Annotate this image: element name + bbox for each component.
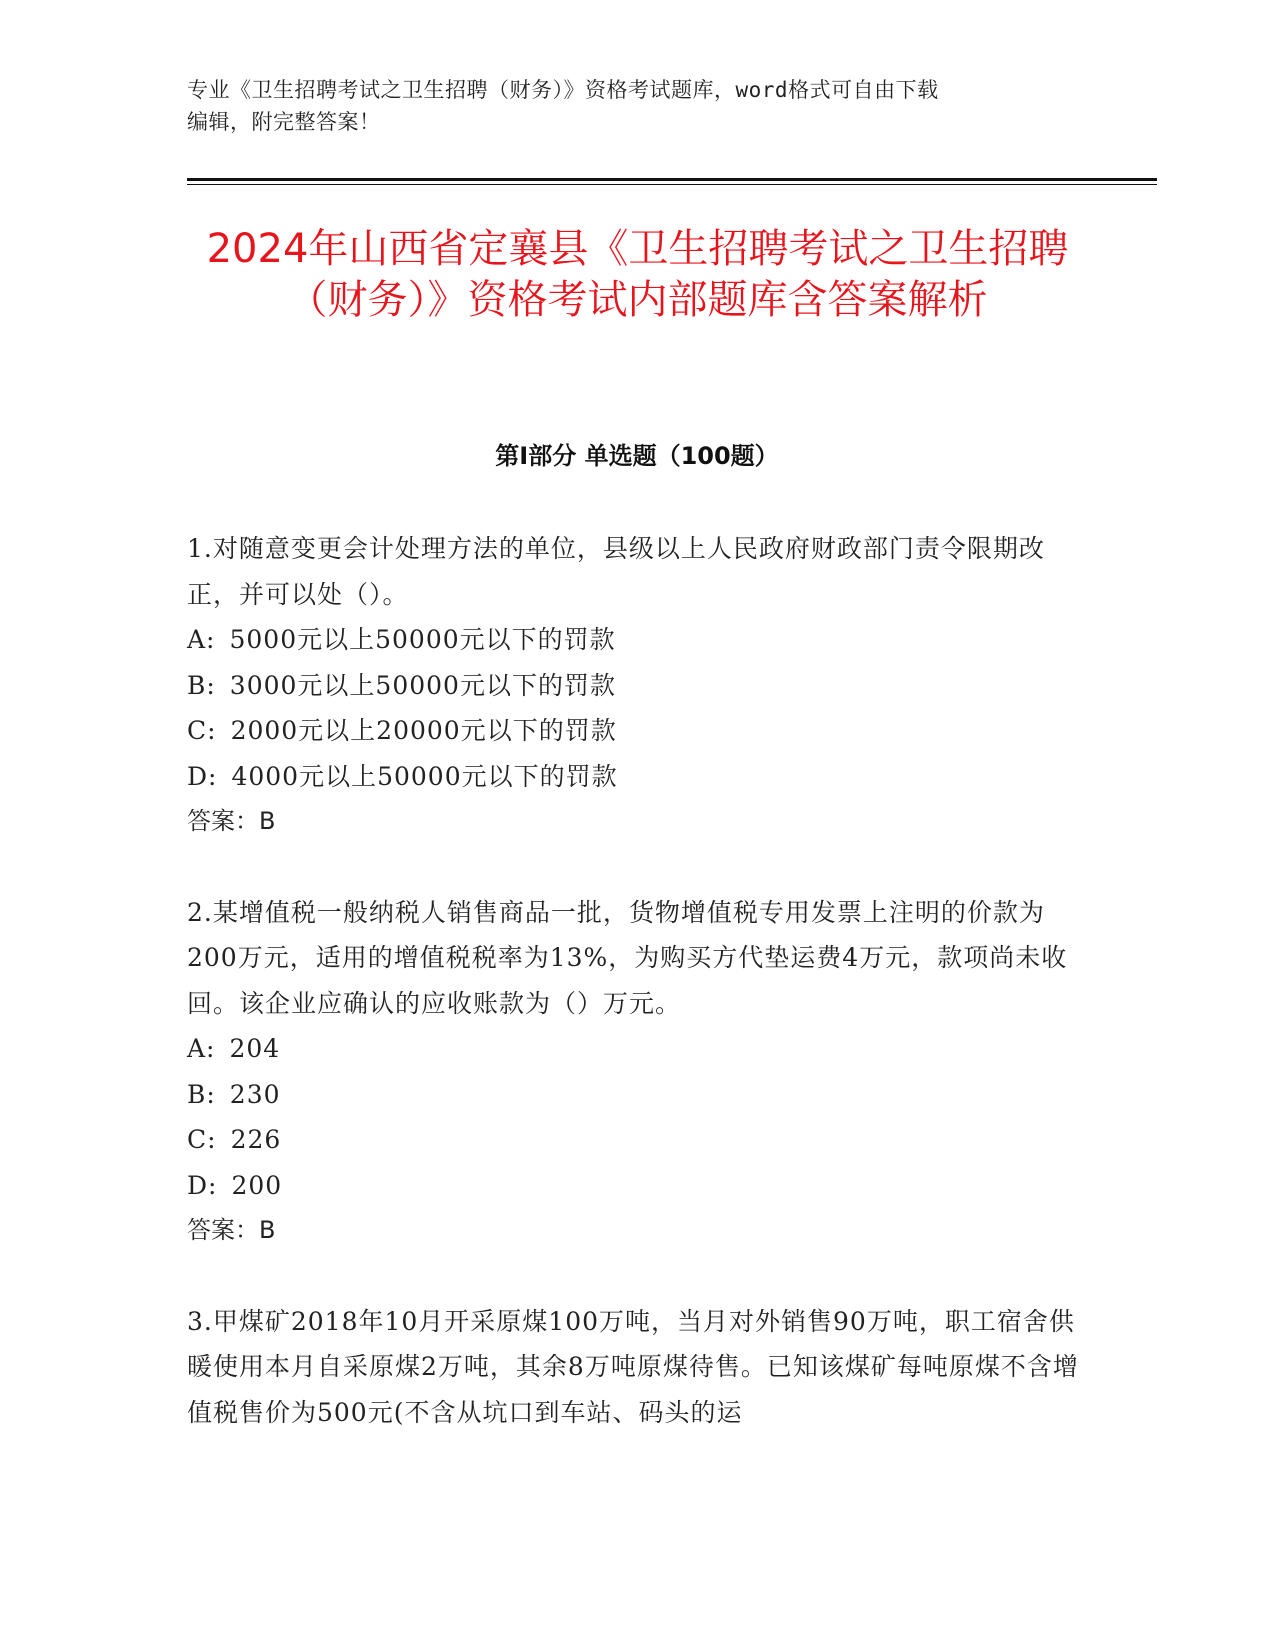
- answer: 答案：B: [187, 1216, 276, 1244]
- question-1: [187, 526, 1087, 845]
- option-text: 200: [231, 1170, 283, 1200]
- option-text: 204: [229, 1034, 281, 1063]
- question-2: [187, 890, 1087, 1254]
- section-title: 第Ⅰ部分 单选题（100题）: [495, 442, 779, 470]
- option-key: B:: [187, 1079, 216, 1109]
- header-note-line-2: 编辑，附完整答案！: [187, 110, 381, 134]
- option-text: 5000元以上50000元以下的罚款: [229, 625, 616, 654]
- question-stem: 3.甲煤矿2018年10月开采原煤100万吨，当月对外销售90万吨，职工宿舍供暖使用本月自采原煤2万吨，其余8万吨原煤待售。已知该煤矿每吨原煤不含增值税售价为500元(不含从坑口到车站、码头的运: [187, 1306, 1079, 1427]
- option-text: 3000元以上50000元以下的罚款: [229, 670, 616, 700]
- question-3: [187, 1299, 1087, 1436]
- option-text: 2000元以上20000元以下的罚款: [230, 716, 617, 745]
- option-text: 230: [229, 1079, 281, 1109]
- option-c: [187, 1117, 1087, 1163]
- option-text: 226: [230, 1125, 282, 1154]
- option-d: [187, 754, 1087, 800]
- question-stem: 2.某增值税一般纳税人销售商品一批，货物增值税专用发票上注明的价款为200万元，适用的增值税税率为13%，为购买方代垫运费4万元，款项尚未收回。该企业应确认的应收账款为（）万元。: [187, 897, 1068, 1018]
- header-divider-thick: [187, 178, 1157, 181]
- option-key: A:: [187, 1034, 216, 1063]
- option-key: D:: [187, 761, 218, 791]
- option-key: D:: [187, 1170, 218, 1200]
- header-divider-thin: [187, 184, 1157, 185]
- question-list: [187, 526, 1087, 1480]
- header-note-line-1: 专业《卫生招聘考试之卫生招聘（财务）》资格考试题库，word格式可自由下载: [187, 78, 939, 102]
- option-key: A:: [187, 625, 216, 654]
- question-stem: 1.对随意变更会计处理方法的单位，县级以上人民政府财政部门责令限期改正，并可以处（）。: [187, 534, 1045, 609]
- option-c: [187, 708, 1087, 754]
- option-a: [187, 617, 1087, 663]
- option-a: [187, 1026, 1087, 1072]
- option-text: 4000元以上50000元以下的罚款: [231, 761, 618, 791]
- document-title: 2024年山西省定襄县《卫生招聘考试之卫生招聘（财务）》资格考试内部题库含答案解析: [206, 226, 1069, 323]
- option-b: [187, 663, 1087, 709]
- header-note: [187, 74, 1087, 138]
- answer: 答案：B: [187, 807, 276, 835]
- option-key: C:: [187, 1125, 217, 1154]
- option-b: [187, 1072, 1087, 1118]
- option-key: B:: [187, 670, 216, 700]
- option-key: C:: [187, 716, 217, 745]
- option-d: [187, 1163, 1087, 1209]
